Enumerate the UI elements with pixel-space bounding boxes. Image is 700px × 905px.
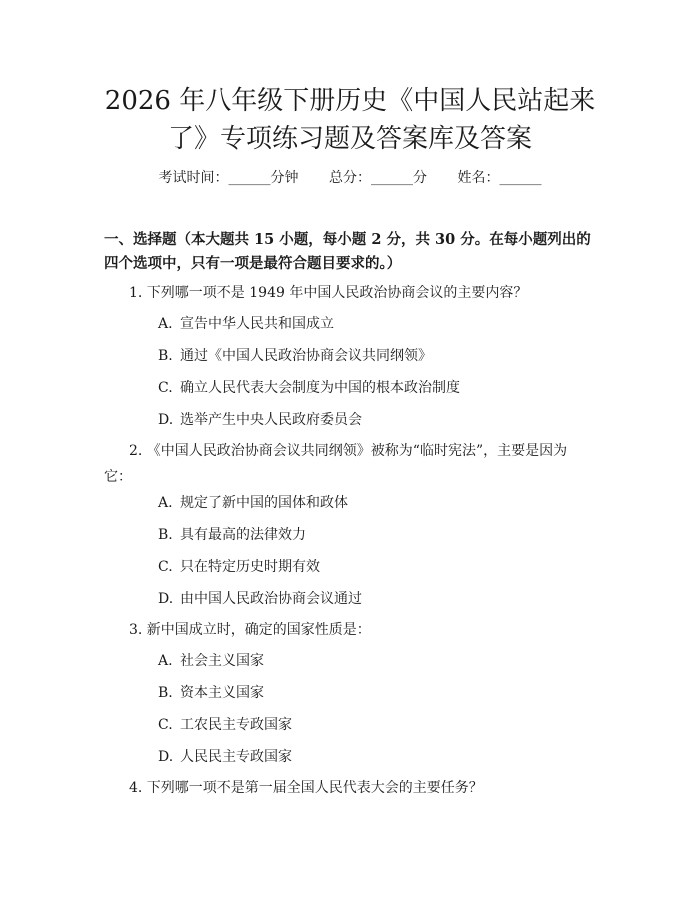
- document-title: [60, 82, 640, 158]
- q1-option-a: A. 宣告中华人民共和国成立: [158, 316, 334, 332]
- exam-time: 考试时间：______分钟: [158, 170, 299, 186]
- q2-option-a: A. 规定了新中国的国体和政体: [158, 495, 348, 511]
- exam-score: 总分：______分: [329, 170, 427, 186]
- q1-option-d: D. 选举产生中央人民政府委员会: [158, 412, 362, 428]
- q2-option-d: D. 由中国人民政治协商会议通过: [158, 591, 362, 607]
- title-line-1: 2026 年八年级下册历史《中国人民站起来: [104, 86, 596, 116]
- q2-option-b: B. 具有最高的法律效力: [158, 527, 306, 543]
- q1-option-c: C. 确立人民代表大会制度为中国的根本政治制度: [158, 380, 460, 396]
- exam-name: 姓名：______: [457, 170, 542, 186]
- q3-option-d: D. 人民民主专政国家: [158, 749, 292, 765]
- question-4: 4. 下列哪一项不是第一届全国人民代表大会的主要任务？: [129, 780, 483, 796]
- section-heading: 一、选择题（本大题共 15 小题，每小题 2 分，共 30 分。在每小题列出的四个选项中，只有一项是最符合题目要求的。）: [104, 231, 591, 272]
- question-2: 2. 《中国人民政治协商会议共同纲领》被称为“临时宪法”，主要是因为它：: [104, 443, 568, 485]
- title-line-2: 了》专项练习题及答案库及答案: [167, 124, 532, 154]
- question-1: 1. 下列哪一项不是 1949 年中国人民政治协商会议的主要内容？: [129, 285, 528, 301]
- exam-info: [0, 168, 700, 188]
- q2-option-c: C. 只在特定历史时期有效: [158, 559, 320, 575]
- q3-option-a: A. 社会主义国家: [158, 653, 264, 669]
- q1-option-b: B. 通过《中国人民政治协商会议共同纲领》: [158, 348, 432, 364]
- q3-option-c: C. 工农民主专政国家: [158, 717, 292, 733]
- question-3: 3. 新中国成立时，确定的国家性质是：: [129, 622, 371, 638]
- q3-option-b: B. 资本主义国家: [158, 685, 264, 701]
